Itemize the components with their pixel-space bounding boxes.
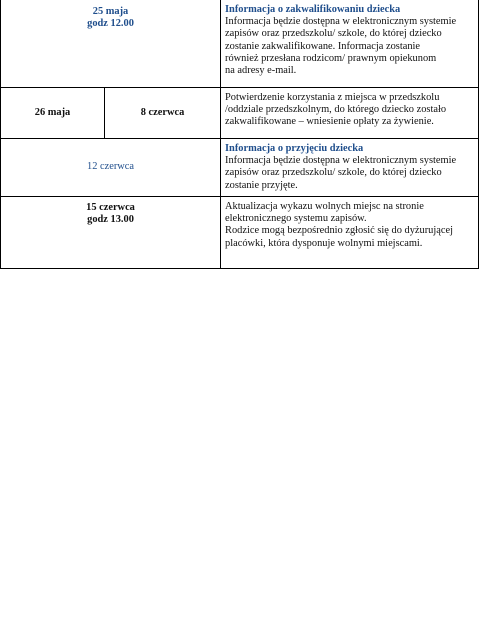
schedule-table <box>0 0 479 269</box>
date-text: 15 czerwca <box>86 202 135 213</box>
date-text: 8 czerwca <box>140 106 185 118</box>
description-line: Informacja będzie dostępna w elektronicznym systemie <box>225 155 457 167</box>
date-cell <box>1 0 221 88</box>
description-line: zostanie zakwalifikowane. Informacja zostanie <box>225 40 421 52</box>
description-line: elektronicznego systemu zapisów. <box>225 213 367 225</box>
row-title: Informacja o zakwalifikowaniu dziecka <box>225 4 401 15</box>
date-cell <box>1 197 221 269</box>
row-title: Informacja o przyjęciu dziecka <box>225 143 364 154</box>
description-line: zapisów oraz przedszkolu/ szkole, do której dziecko <box>225 28 442 40</box>
description-cell <box>221 197 479 269</box>
description-line: Informacja będzie dostępna w elektronicznym systemie <box>225 16 457 28</box>
schedule-row <box>1 139 479 197</box>
schedule-row <box>1 88 479 139</box>
end-date-cell <box>105 88 221 139</box>
description-line: Potwierdzenie korzystania z miejsca w przedszkolu <box>225 92 440 103</box>
description-line: na adresy e-mail. <box>225 65 297 77</box>
date-text: 12 czerwca <box>87 161 135 173</box>
description-line: placówki, która dysponuje wolnymi miejscami. <box>225 237 423 249</box>
description-cell <box>221 139 479 197</box>
schedule-row <box>1 197 479 269</box>
date-text: 26 maja <box>34 106 71 118</box>
description-line: zakwalifikowane – wniesienie opłaty za żywienie. <box>225 116 434 128</box>
description-line: zapisów oraz przedszkolu/ szkole, do której dziecko <box>225 167 442 179</box>
time-text: godz 12.00 <box>87 18 134 30</box>
date-cell <box>1 139 221 197</box>
description-line: zostanie przyjęte. <box>225 179 298 191</box>
time-text: godz 13.00 <box>87 214 134 226</box>
description-line: Aktualizacja wykazu wolnych miejsc na stronie <box>225 201 424 212</box>
description-cell <box>221 88 479 139</box>
description-line: również przesłana rodzicom/ prawnym opiekunom <box>225 52 437 64</box>
description-line: /oddziale przedszkolnym, do którego dziecko zostało <box>225 104 447 116</box>
date-text: 25 maja <box>92 6 129 17</box>
start-date-cell <box>1 88 105 139</box>
description-cell <box>221 0 479 88</box>
schedule-row <box>1 0 479 88</box>
description-line: Rodzice mogą bezpośrednio zgłosić się do dyżurującej <box>225 225 453 237</box>
